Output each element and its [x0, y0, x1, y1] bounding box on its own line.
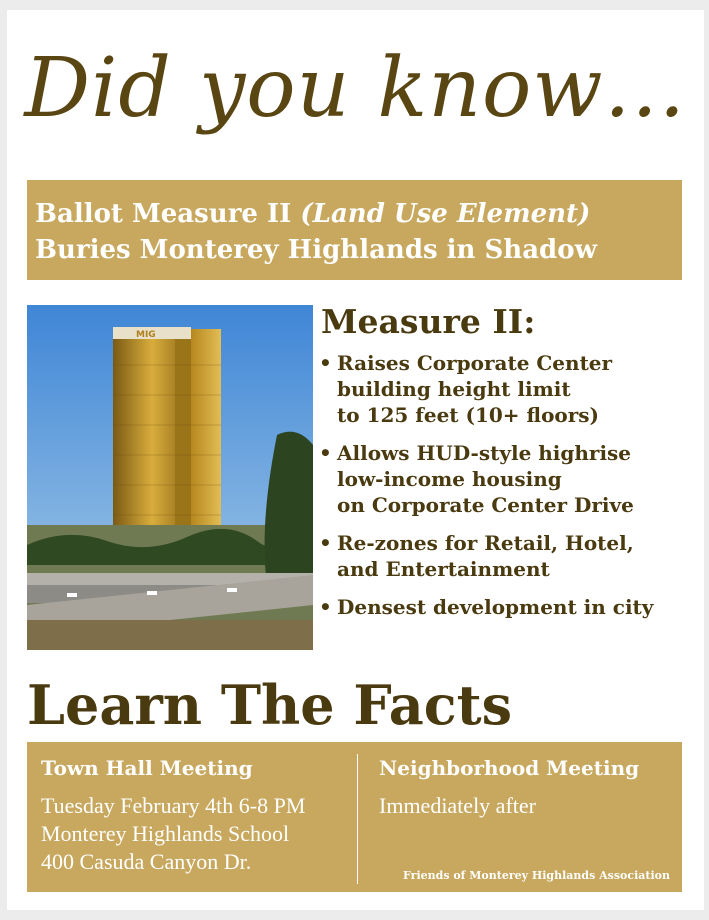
town-hall-date: Tuesday February 4th 6-8 PM	[41, 793, 306, 818]
measure-item	[319, 594, 699, 620]
neighborhood-time: Immediately after	[379, 793, 536, 818]
banner-line-1-prefix: Ballot Measure II	[35, 199, 301, 229]
banner-line-1	[35, 196, 682, 232]
title-banner	[27, 180, 682, 280]
banner-line-2: Buries Monterey Highlands in Shadow	[35, 235, 597, 265]
measure-item-text: Densest development in city	[337, 595, 654, 619]
town-hall-venue: Monterey Highlands School	[41, 821, 290, 846]
flyer-page	[7, 10, 704, 910]
bullet: •	[319, 351, 332, 375]
meetings-box	[27, 742, 682, 892]
town-hall-address: 400 Casuda Canyon Dr.	[41, 849, 252, 874]
bullet: •	[319, 595, 332, 619]
banner-line-1-italic: (Land Use Element)	[300, 199, 591, 229]
measure-list	[319, 350, 699, 632]
measure-item	[319, 530, 699, 582]
measure-item	[319, 350, 699, 428]
measure-item-text: Re-zones for Retail, Hotel, and Entertainment	[337, 531, 634, 581]
headline: Did you know…	[24, 41, 687, 136]
measure-item-text: Allows HUD-style highrise low-income housing on Corporate Center Drive	[337, 441, 634, 517]
learn-the-facts-heading: Learn The Facts	[27, 673, 513, 737]
tower-sign-text: MIG	[136, 330, 156, 340]
measure-title: Measure II:	[321, 302, 536, 341]
column-divider	[357, 754, 358, 884]
bullet: •	[319, 441, 332, 465]
measure-item	[319, 440, 699, 518]
bullet: •	[319, 531, 332, 555]
tower-photo	[27, 305, 313, 650]
neighborhood-heading: Neighborhood Meeting	[379, 756, 640, 780]
association-name: Friends of Monterey Highlands Association	[403, 869, 670, 882]
measure-item-text: Raises Corporate Center building height limit to 125 feet (10+ floors)	[337, 351, 613, 427]
town-hall-heading: Town Hall Meeting	[41, 756, 253, 780]
